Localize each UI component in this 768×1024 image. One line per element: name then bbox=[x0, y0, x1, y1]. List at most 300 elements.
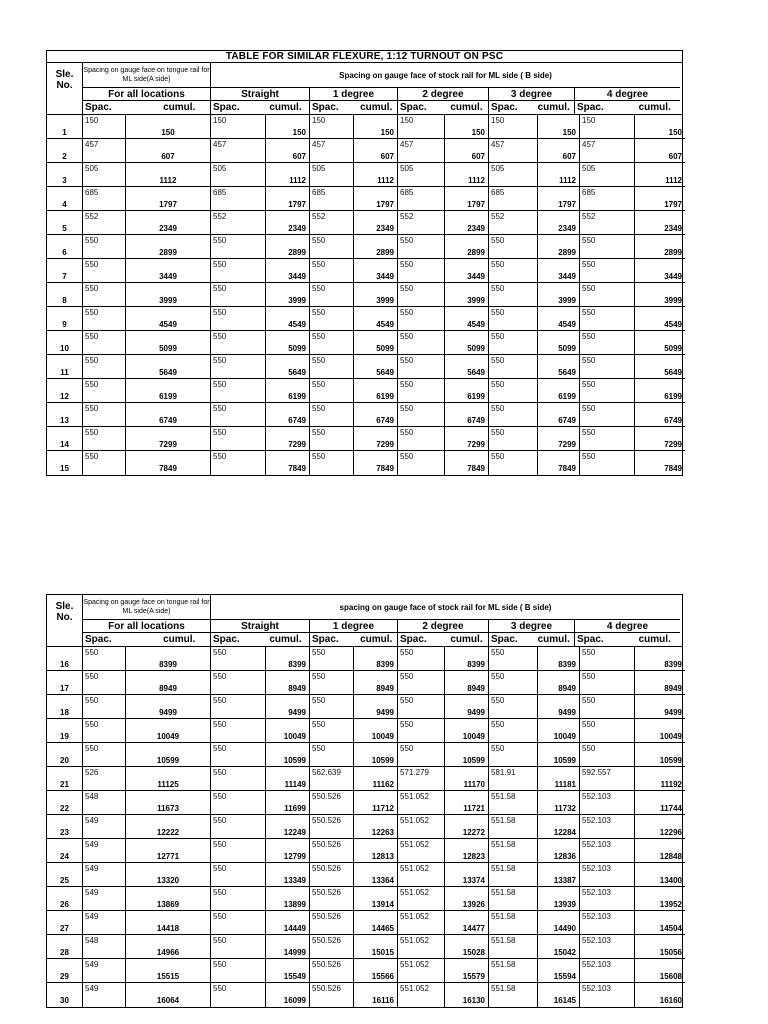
spacing-cell bbox=[310, 247, 354, 259]
spac-label: Spac. bbox=[312, 102, 339, 113]
cumulative-cell: 5649 bbox=[354, 367, 398, 379]
cumulative-cell bbox=[445, 115, 489, 127]
spacing-cell bbox=[398, 707, 445, 719]
cumulative-cell bbox=[126, 115, 211, 127]
row-sle-no bbox=[47, 695, 83, 707]
spacing-cell: 550 bbox=[310, 403, 354, 415]
cumulative-cell bbox=[538, 887, 580, 899]
spacing-cell bbox=[398, 755, 445, 767]
cumul-label: cumul. bbox=[360, 634, 393, 645]
row-sle-no bbox=[47, 791, 83, 803]
row-sle-no: 13 bbox=[47, 415, 83, 427]
spacing-cell bbox=[211, 947, 266, 959]
spacing-cell bbox=[489, 175, 538, 187]
cumulative-cell: 8949 bbox=[538, 683, 580, 695]
cumulative-cell bbox=[266, 743, 310, 755]
spacing-cell bbox=[580, 683, 635, 695]
cumulative-cell: 10049 bbox=[266, 731, 310, 743]
subheader-1deg bbox=[310, 101, 398, 114]
spacing-cell bbox=[310, 151, 354, 163]
row-sle-no bbox=[47, 887, 83, 899]
spacing-cell bbox=[489, 731, 538, 743]
spacing-cell: 549 bbox=[83, 911, 126, 923]
row-sle-no: 17 bbox=[47, 683, 83, 695]
spacing-cell bbox=[580, 199, 635, 211]
cumulative-cell: 10599 bbox=[635, 755, 685, 767]
spacing-cell bbox=[580, 851, 635, 863]
cumulative-cell bbox=[354, 331, 398, 343]
spacing-cell: 550 bbox=[211, 863, 266, 875]
cumulative-cell: 11732 bbox=[538, 803, 580, 815]
spacing-cell bbox=[310, 731, 354, 743]
cumulative-cell bbox=[266, 983, 310, 995]
cumulative-cell bbox=[445, 719, 489, 731]
cumulative-cell: 10049 bbox=[538, 731, 580, 743]
spacing-cell: 550 bbox=[580, 695, 635, 707]
spacing-cell bbox=[310, 199, 354, 211]
spac-label: Spac. bbox=[400, 102, 427, 113]
spacing-cell: 550.526 bbox=[310, 863, 354, 875]
cumulative-cell: 1112 bbox=[445, 175, 489, 187]
spacing-cell bbox=[489, 755, 538, 767]
spacing-cell bbox=[580, 995, 635, 1007]
group-1-degree: 1 degree bbox=[310, 620, 398, 633]
spacing-cell bbox=[83, 463, 126, 475]
cumulative-cell bbox=[266, 379, 310, 391]
cumulative-cell bbox=[445, 911, 489, 923]
group-3-degree: 3 degree bbox=[489, 88, 575, 101]
row-sle-no: 2 bbox=[47, 151, 83, 163]
spacing-cell bbox=[83, 827, 126, 839]
row-sle-no: 3 bbox=[47, 175, 83, 187]
spacing-cell bbox=[489, 151, 538, 163]
cumulative-cell bbox=[635, 235, 685, 247]
row-sle-no: 20 bbox=[47, 755, 83, 767]
spacing-cell: 550 bbox=[489, 307, 538, 319]
cumulative-cell bbox=[354, 187, 398, 199]
spacing-cell bbox=[580, 659, 635, 671]
spacing-cell: 550 bbox=[489, 743, 538, 755]
cumulative-cell bbox=[266, 211, 310, 223]
cumulative-cell: 10599 bbox=[538, 755, 580, 767]
cumulative-cell bbox=[635, 863, 685, 875]
cumulative-cell: 2349 bbox=[445, 223, 489, 235]
group-2-degree: 2 degree bbox=[398, 88, 489, 101]
cumulative-cell bbox=[538, 283, 580, 295]
spacing-cell bbox=[83, 151, 126, 163]
spacing-cell: 552.103 bbox=[580, 815, 635, 827]
cumulative-cell: 607 bbox=[445, 151, 489, 163]
sle-no-header bbox=[47, 595, 83, 646]
spacing-cell bbox=[310, 803, 354, 815]
spacing-cell bbox=[489, 779, 538, 791]
spacing-cell: 457 bbox=[489, 139, 538, 151]
spacing-cell: 550 bbox=[489, 403, 538, 415]
cumulative-cell bbox=[445, 163, 489, 175]
cumulative-cell: 14477 bbox=[445, 923, 489, 935]
spacing-cell: 550 bbox=[489, 379, 538, 391]
cumulative-cell bbox=[635, 695, 685, 707]
spacing-cell: 550 bbox=[310, 259, 354, 271]
cumulative-cell: 14490 bbox=[538, 923, 580, 935]
cumulative-cell bbox=[635, 451, 685, 463]
spacing-cell: 550 bbox=[398, 331, 445, 343]
row-sle-no bbox=[47, 451, 83, 463]
cumulative-cell bbox=[445, 647, 489, 659]
cumulative-cell bbox=[266, 671, 310, 683]
cumulative-cell bbox=[354, 767, 398, 779]
subheader-1deg bbox=[310, 633, 398, 646]
spacing-cell: 550.526 bbox=[310, 959, 354, 971]
spacing-cell: 550 bbox=[580, 379, 635, 391]
spacing-cell bbox=[398, 947, 445, 959]
cumulative-cell bbox=[445, 331, 489, 343]
spacing-cell: 550 bbox=[83, 379, 126, 391]
cumulative-cell: 607 bbox=[538, 151, 580, 163]
cumulative-cell: 13952 bbox=[635, 899, 685, 911]
cumulative-cell: 3449 bbox=[635, 271, 685, 283]
spacing-cell: 551.052 bbox=[398, 815, 445, 827]
cumulative-cell: 13374 bbox=[445, 875, 489, 887]
spacing-cell: 550 bbox=[398, 451, 445, 463]
row-sle-no: 26 bbox=[47, 899, 83, 911]
cumulative-cell: 4549 bbox=[445, 319, 489, 331]
row-sle-no bbox=[47, 647, 83, 659]
spacing-cell bbox=[310, 995, 354, 1007]
spacing-cell bbox=[211, 295, 266, 307]
cumulative-cell: 7849 bbox=[538, 463, 580, 475]
row-sle-no bbox=[47, 815, 83, 827]
spacing-cell bbox=[83, 223, 126, 235]
row-sle-no bbox=[47, 187, 83, 199]
spacing-cell: 550 bbox=[211, 671, 266, 683]
spacing-cell bbox=[489, 415, 538, 427]
cumulative-cell bbox=[538, 259, 580, 271]
cumulative-cell bbox=[635, 959, 685, 971]
spacing-cell: 550 bbox=[489, 283, 538, 295]
a-side-header: Spacing on gauge face on tongue rail for ML side(A side) bbox=[83, 595, 211, 620]
spacing-cell bbox=[580, 827, 635, 839]
spacing-cell bbox=[580, 295, 635, 307]
cumulative-cell bbox=[635, 791, 685, 803]
cumulative-cell bbox=[126, 935, 211, 947]
spacing-cell bbox=[580, 247, 635, 259]
spacing-cell: 550 bbox=[83, 671, 126, 683]
cumulative-cell: 11125 bbox=[126, 779, 211, 791]
cumulative-cell bbox=[635, 355, 685, 367]
cumulative-cell: 2349 bbox=[354, 223, 398, 235]
cumulative-cell bbox=[445, 959, 489, 971]
cumulative-cell: 13899 bbox=[266, 899, 310, 911]
spacing-cell bbox=[398, 127, 445, 139]
spacing-cell: 150 bbox=[211, 115, 266, 127]
row-sle-no: 21 bbox=[47, 779, 83, 791]
spacing-cell bbox=[310, 659, 354, 671]
cumulative-cell bbox=[266, 647, 310, 659]
spacing-cell: 549 bbox=[83, 959, 126, 971]
row-sle-no: 9 bbox=[47, 319, 83, 331]
spacing-cell bbox=[211, 731, 266, 743]
spacing-cell: 550 bbox=[398, 355, 445, 367]
spacing-cell: 550 bbox=[211, 935, 266, 947]
spacing-cell bbox=[83, 755, 126, 767]
cumulative-cell: 6199 bbox=[354, 391, 398, 403]
spacing-cell bbox=[211, 415, 266, 427]
cumulative-cell bbox=[266, 283, 310, 295]
spacing-cell: 548 bbox=[83, 935, 126, 947]
spacing-cell: 550 bbox=[580, 403, 635, 415]
cumulative-cell: 7299 bbox=[538, 439, 580, 451]
cumulative-cell bbox=[445, 671, 489, 683]
cumulative-cell bbox=[354, 211, 398, 223]
spacing-cell: 552.103 bbox=[580, 839, 635, 851]
spacing-cell bbox=[580, 947, 635, 959]
spacing-cell bbox=[83, 947, 126, 959]
spacing-cell: 550 bbox=[310, 331, 354, 343]
spacing-cell: 550 bbox=[211, 887, 266, 899]
cumulative-cell bbox=[354, 307, 398, 319]
spacing-cell: 550 bbox=[580, 307, 635, 319]
cumulative-cell: 8399 bbox=[354, 659, 398, 671]
spacing-cell: 552 bbox=[580, 211, 635, 223]
spacing-cell: 551.052 bbox=[398, 935, 445, 947]
cumulative-cell: 6199 bbox=[126, 391, 211, 403]
spacing-cell: 550 bbox=[211, 911, 266, 923]
cumulative-cell: 14465 bbox=[354, 923, 398, 935]
subheader-3deg bbox=[489, 633, 575, 646]
spacing-cell: 571.279 bbox=[398, 767, 445, 779]
cumulative-cell: 7299 bbox=[354, 439, 398, 451]
spacing-cell: 550 bbox=[310, 695, 354, 707]
spacing-cell bbox=[489, 391, 538, 403]
cumulative-cell: 15056 bbox=[635, 947, 685, 959]
cumulative-cell bbox=[126, 671, 211, 683]
spacing-cell bbox=[489, 439, 538, 451]
spacing-cell bbox=[580, 971, 635, 983]
cumulative-cell: 10599 bbox=[126, 755, 211, 767]
cumulative-cell: 607 bbox=[126, 151, 211, 163]
subheader-straight bbox=[211, 633, 310, 646]
spacing-cell bbox=[310, 439, 354, 451]
spacing-cell bbox=[211, 827, 266, 839]
spacing-cell bbox=[310, 707, 354, 719]
cumulative-cell bbox=[354, 283, 398, 295]
cumulative-cell bbox=[126, 839, 211, 851]
cumulative-cell bbox=[126, 647, 211, 659]
spacing-cell: 685 bbox=[580, 187, 635, 199]
spacing-cell: 550 bbox=[83, 719, 126, 731]
spacing-cell: 550 bbox=[310, 647, 354, 659]
spacing-cell bbox=[83, 439, 126, 451]
cumulative-cell bbox=[445, 403, 489, 415]
spacing-cell bbox=[398, 827, 445, 839]
cumulative-cell: 1797 bbox=[126, 199, 211, 211]
cumulative-cell: 15579 bbox=[445, 971, 489, 983]
cumulative-cell: 7299 bbox=[635, 439, 685, 451]
cumulative-cell: 8949 bbox=[635, 683, 685, 695]
spac-label: Spac. bbox=[213, 102, 240, 113]
row-sle-no: 14 bbox=[47, 439, 83, 451]
spacing-cell: 550 bbox=[211, 427, 266, 439]
cumulative-cell: 6749 bbox=[635, 415, 685, 427]
spacing-cell: 550 bbox=[489, 451, 538, 463]
row-sle-no bbox=[47, 671, 83, 683]
cumulative-cell: 11699 bbox=[266, 803, 310, 815]
subheader-4deg bbox=[575, 101, 680, 114]
cumulative-cell: 16160 bbox=[659, 996, 682, 1005]
spacing-cell bbox=[489, 367, 538, 379]
spacing-cell: 550 bbox=[310, 451, 354, 463]
cumulative-cell bbox=[266, 767, 310, 779]
cumulative-cell: 5099 bbox=[266, 343, 310, 355]
cumulative-cell: 5649 bbox=[445, 367, 489, 379]
cumulative-cell bbox=[126, 187, 211, 199]
spacing-cell: 551.58 bbox=[489, 983, 538, 995]
cumulative-cell bbox=[635, 743, 685, 755]
spacing-cell: 150 bbox=[83, 115, 126, 127]
cumulative-cell bbox=[354, 983, 398, 995]
cumulative-cell: 8949 bbox=[266, 683, 310, 695]
cumul-label: cumul. bbox=[269, 634, 302, 645]
spacing-cell: 505 bbox=[580, 163, 635, 175]
spacing-cell: 551.58 bbox=[489, 887, 538, 899]
cumulative-cell bbox=[538, 451, 580, 463]
spacing-cell: 550 bbox=[310, 307, 354, 319]
subheader-all bbox=[83, 101, 211, 114]
cumulative-cell bbox=[538, 863, 580, 875]
spacing-cell: 550 bbox=[211, 355, 266, 367]
cumulative-cell bbox=[538, 403, 580, 415]
cumulative-cell: 2349 bbox=[538, 223, 580, 235]
spacing-cell bbox=[489, 803, 538, 815]
row-sle-no bbox=[47, 911, 83, 923]
spacing-cell bbox=[310, 223, 354, 235]
spacing-cell: 550.526 bbox=[310, 887, 354, 899]
cumulative-cell: 11162 bbox=[354, 779, 398, 791]
cumulative-cell: 1797 bbox=[538, 199, 580, 211]
spacing-cell bbox=[398, 295, 445, 307]
cumulative-cell bbox=[538, 743, 580, 755]
spacing-cell: 550 bbox=[83, 235, 126, 247]
subheader-straight bbox=[211, 101, 310, 114]
cumulative-cell: 150 bbox=[635, 127, 685, 139]
spacing-cell: 549 bbox=[83, 887, 126, 899]
row-sle-no bbox=[47, 379, 83, 391]
spacing-cell bbox=[83, 731, 126, 743]
cumulative-cell: 2349 bbox=[126, 223, 211, 235]
spacing-cell: 551.052 bbox=[398, 959, 445, 971]
cumulative-cell: 8399 bbox=[126, 659, 211, 671]
spacing-cell bbox=[580, 463, 635, 475]
spacing-cell bbox=[211, 439, 266, 451]
cumulative-cell: 1112 bbox=[354, 175, 398, 187]
spacing-cell: 550 bbox=[211, 839, 266, 851]
cumulative-cell bbox=[445, 839, 489, 851]
cumulative-cell bbox=[538, 235, 580, 247]
spacing-cell: 505 bbox=[489, 163, 538, 175]
spacing-cell bbox=[83, 343, 126, 355]
cumulative-cell: 1112 bbox=[538, 175, 580, 187]
cumulative-cell: 13400 bbox=[635, 875, 685, 887]
spacing-cell bbox=[83, 319, 126, 331]
spacing-cell bbox=[310, 755, 354, 767]
cumulative-cell bbox=[354, 815, 398, 827]
spacing-cell: 550 bbox=[398, 379, 445, 391]
cumul-label: cumul. bbox=[537, 102, 570, 113]
cumulative-cell: 11192 bbox=[635, 779, 685, 791]
spacing-cell bbox=[489, 199, 538, 211]
spacing-cell bbox=[310, 923, 354, 935]
cumulative-cell: 6749 bbox=[538, 415, 580, 427]
cumulative-cell bbox=[126, 283, 211, 295]
spacing-cell: 552.103 bbox=[580, 887, 635, 899]
cumulative-cell: 9499 bbox=[635, 707, 685, 719]
spacing-cell bbox=[83, 127, 126, 139]
spacing-cell: 550 bbox=[580, 647, 635, 659]
spacing-cell: 551.052 bbox=[398, 791, 445, 803]
cumulative-cell bbox=[354, 839, 398, 851]
spac-label: Spac. bbox=[312, 634, 339, 645]
cumulative-cell: 14449 bbox=[266, 923, 310, 935]
cumulative-cell: 13320 bbox=[126, 875, 211, 887]
spacing-cell: 550 bbox=[398, 235, 445, 247]
group-1-degree: 1 degree bbox=[310, 88, 398, 101]
spacing-cell bbox=[489, 947, 538, 959]
cumulative-cell: 15028 bbox=[445, 947, 489, 959]
cumulative-cell: 10599 bbox=[266, 755, 310, 767]
spacing-cell: 552.103 bbox=[580, 959, 635, 971]
cumulative-cell: 13869 bbox=[126, 899, 211, 911]
spac-label: Spac. bbox=[85, 102, 112, 113]
cumulative-cell bbox=[354, 959, 398, 971]
spacing-cell: 551.58 bbox=[489, 839, 538, 851]
cumulative-cell: 9499 bbox=[126, 707, 211, 719]
spacing-cell: 550 bbox=[83, 355, 126, 367]
spacing-cell: 550 bbox=[580, 743, 635, 755]
cumulative-cell bbox=[266, 115, 310, 127]
row-sle-no bbox=[47, 283, 83, 295]
spacing-cell: 457 bbox=[398, 139, 445, 151]
spacing-cell bbox=[310, 875, 354, 887]
spacing-cell: 550 bbox=[211, 331, 266, 343]
spacing-cell bbox=[489, 223, 538, 235]
row-sle-no: 18 bbox=[47, 707, 83, 719]
spacing-cell bbox=[580, 151, 635, 163]
spacing-cell bbox=[398, 463, 445, 475]
spacing-cell: 549 bbox=[83, 863, 126, 875]
cumulative-cell bbox=[635, 671, 685, 683]
cumulative-cell: 12284 bbox=[538, 827, 580, 839]
spac-label: Spac. bbox=[577, 102, 604, 113]
spacing-cell bbox=[310, 295, 354, 307]
spacing-cell bbox=[489, 899, 538, 911]
cumulative-cell bbox=[635, 647, 685, 659]
cumulative-cell: 150 bbox=[538, 127, 580, 139]
cumulative-cell: 10049 bbox=[354, 731, 398, 743]
row-sle-no: 15 bbox=[47, 463, 83, 475]
cumulative-cell: 8949 bbox=[445, 683, 489, 695]
cumulative-cell: 11721 bbox=[445, 803, 489, 815]
spacing-cell: 550 bbox=[310, 743, 354, 755]
spacing-cell bbox=[580, 731, 635, 743]
spacing-cell bbox=[310, 463, 354, 475]
spacing-cell bbox=[489, 923, 538, 935]
cumulative-cell bbox=[354, 235, 398, 247]
spacing-cell: 550 bbox=[310, 379, 354, 391]
row-sle-no bbox=[47, 115, 83, 127]
cumul-label: cumul. bbox=[638, 102, 671, 113]
cumulative-cell bbox=[538, 115, 580, 127]
